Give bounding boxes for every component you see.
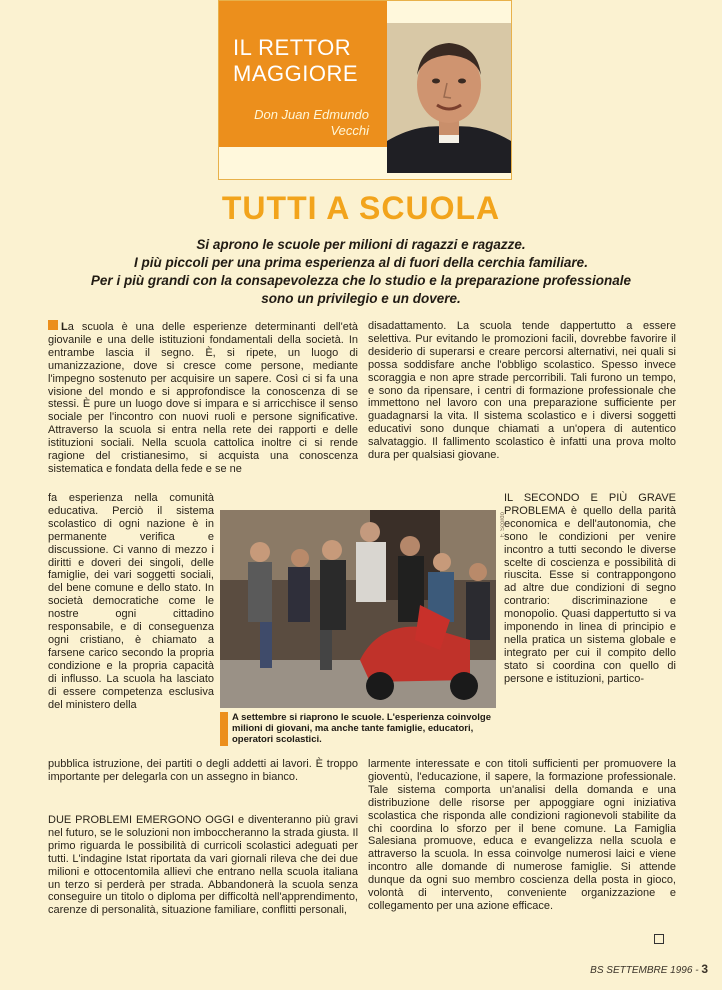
article-title: TUTTI A SCUOLA (221, 190, 501, 226)
author-line-2: Vecchi (330, 123, 369, 138)
standfirst-line: sono un privilegio e un dovere. (261, 291, 461, 306)
author-line-1: Don Juan Edmundo (254, 107, 369, 122)
section-lead: IL SECONDO E PIÙ GRAVE PROBLEMA (504, 492, 676, 517)
author-name (219, 107, 369, 139)
portrait-illustration (387, 23, 511, 173)
paragraph (504, 492, 676, 686)
photo-illustration (220, 510, 496, 708)
standfirst-line: I più piccoli per una prima esperienza al di fuori della cerchia familiare. (134, 255, 588, 270)
paragraph-text: pubblica istruzione, dei partiti o degli addetti ai lavori. È troppo importante per delegarla con un assegno in bianco. (48, 758, 358, 783)
paragraph-text: disadattamento. La scuola tende dappertutto a essere selettiva. Pur evitando le promozioni facili, dovrebbe favorire il desiderio di superarsi e creare percorsi alternativi, nei quali si possa soddisfare anche l'obbligo scolastico. Spesso invece scoraggia e non apre strade percorribili. Tali furono un tempo, e sono da ripensare, i centri di formazione professionale che immettono nel lavoro con una preparazione sufficiente per guadagnarsi la vita. Il sistema scolastico e i diversi soggetti educativi sono dunque chiamati a un'opera di autentico salvataggio. Il fallimento scolastico è infatti una prova molto dura per qualsiasi giovane. (368, 320, 676, 462)
paragraph (48, 320, 358, 476)
footer-issue: BS SETTEMBRE 1996 - (590, 965, 699, 976)
body-column-left-section-two (48, 814, 358, 917)
paragraph-text: e diventeranno più gravi nel futuro, se le soluzioni non imboccheranno la strada giusta. Il primo riguarda le possibilità di curricoli scolastici adeguati per tutti. L'indagine Istat riportata da vari giornali rileva che dei due milioni e ottocentomila allievi che entrano nella scuola italiana un terzo si perderà per strada. Abbandonerà la scuola senza conseguire un titolo o diploma per difficoltà nell'apprendimento, carenze di personalità, situazione familiare, conflitti personali, (48, 814, 359, 917)
author-portrait (387, 23, 511, 173)
standfirst-line: Per i più grandi con la consapevolezza che lo studio e la preparazione professionale (90, 273, 632, 288)
caption-accent-bar (220, 712, 228, 746)
end-of-article-mark (654, 934, 664, 944)
standfirst-line: Si aprono le scuole per milioni di ragazzi e ragazze. (196, 237, 526, 252)
header-orange-panel (219, 1, 387, 147)
paragraph-text: fa esperienza nella comunità educativa. Perciò il sistema scolastico di ogni nazione è in permanente verifica e discussione. Ci vanno di mezzo i diritti e doveri dei singoli, delle famiglie, dei vari soggetti sociali, del bene comune e dello stato. In società democratiche come le nostre ogni cittadino responsabile, e di conseguenza ogni cristiano, è chiamato a farsene carico secondo la propria condizione e la propria capacità di influsso. La scuola ha lasciato di essere competenza esclusiva del ministero della (48, 492, 214, 711)
page-footer (590, 962, 708, 976)
body-column-right-top (368, 320, 676, 462)
paragraph (48, 814, 358, 917)
drop-cap: L (61, 321, 68, 333)
body-column-right-middle (504, 492, 676, 686)
page-number: 3 (701, 962, 708, 976)
body-column-right-bottom (368, 758, 676, 913)
students-photo (220, 510, 496, 708)
paragraph-text: larmente interessate e con titoli sufficienti per promuovere la gioventù, l'educazione, il sapere, la formazione professionale. Tale sistema comporta un'analisi della domanda e una distribuzione delle risorse per appoggiare ogni iniziativa scolastica che risponda alle condizioni ragionevoli stabilite da chi coordina lo sforzo per il bene comune. La Famiglia Salesiana promuove, educa e evangelizza nella scuola e attraverso la scuola. In essa coinvolge numerosi laici e viene incontro alle domande di numerose famiglie. Si attende dunque da ogni suo membro coscienza della posta in gioco, volontà di intervento, conveniente organizzazione e collegamento per una azione efficace. (368, 758, 676, 912)
drop-cap-l-marker (48, 320, 58, 330)
body-column-left-bottom (48, 758, 358, 784)
paragraph-text: a scuola è una delle esperienze determinanti dell'età giovanile e una delle istituzioni fondamentali della società. In entrambe lascia il segno. È, si ripete, un luogo di umanizzazione, dove si cresce come persone, mediante l'impegno sostenuto per acquisire un sapere. Così ci si fa una visione del mondo e si approfondisce la conoscenza di se stessi. È pure un luogo dove si impara e si arricchisce il senso sociale per l'incontro con nuovi ruoli e persone significative. Attraverso la scuola si entra nella rete dei rapporti e delle istituzioni sociali. Nella scuola cattolica inoltre ci si rende ragione del cristianesimo, si acquista una conoscenza sistematica e fondata della fede e se ne (48, 321, 358, 475)
photo-credit: F. Scordo (500, 512, 506, 538)
article-standfirst (70, 236, 652, 308)
column-header (218, 0, 512, 180)
section-lead: DUE PROBLEMI EMERGONO OGGI (48, 814, 235, 826)
body-column-left-middle (48, 492, 214, 711)
paragraph-text: è quello della parità economica e dell'autonomia, che sono le condizioni per venire incontro a tutti secondo le diverse scelte di coscienza e possibilità di riuscita. Esse si contrappongono ad altre due condizioni di segno contrario: discriminazione e monopolio. Quasi dappertutto si va imponendo in linea di principio e nella pratica un sistema globale e integrato per cui il compito dello stato si coordina con quello di persone e istituzioni, partico- (504, 504, 676, 685)
column-title: IL RETTOR MAGGIORE (233, 35, 359, 86)
body-column-left-top (48, 320, 358, 476)
photo-caption: A settembre si riaprono le scuole. L'esperienza coinvolge milioni di giovani, ma anche tante famiglie, educatori, operatori scolastici. (232, 712, 492, 745)
